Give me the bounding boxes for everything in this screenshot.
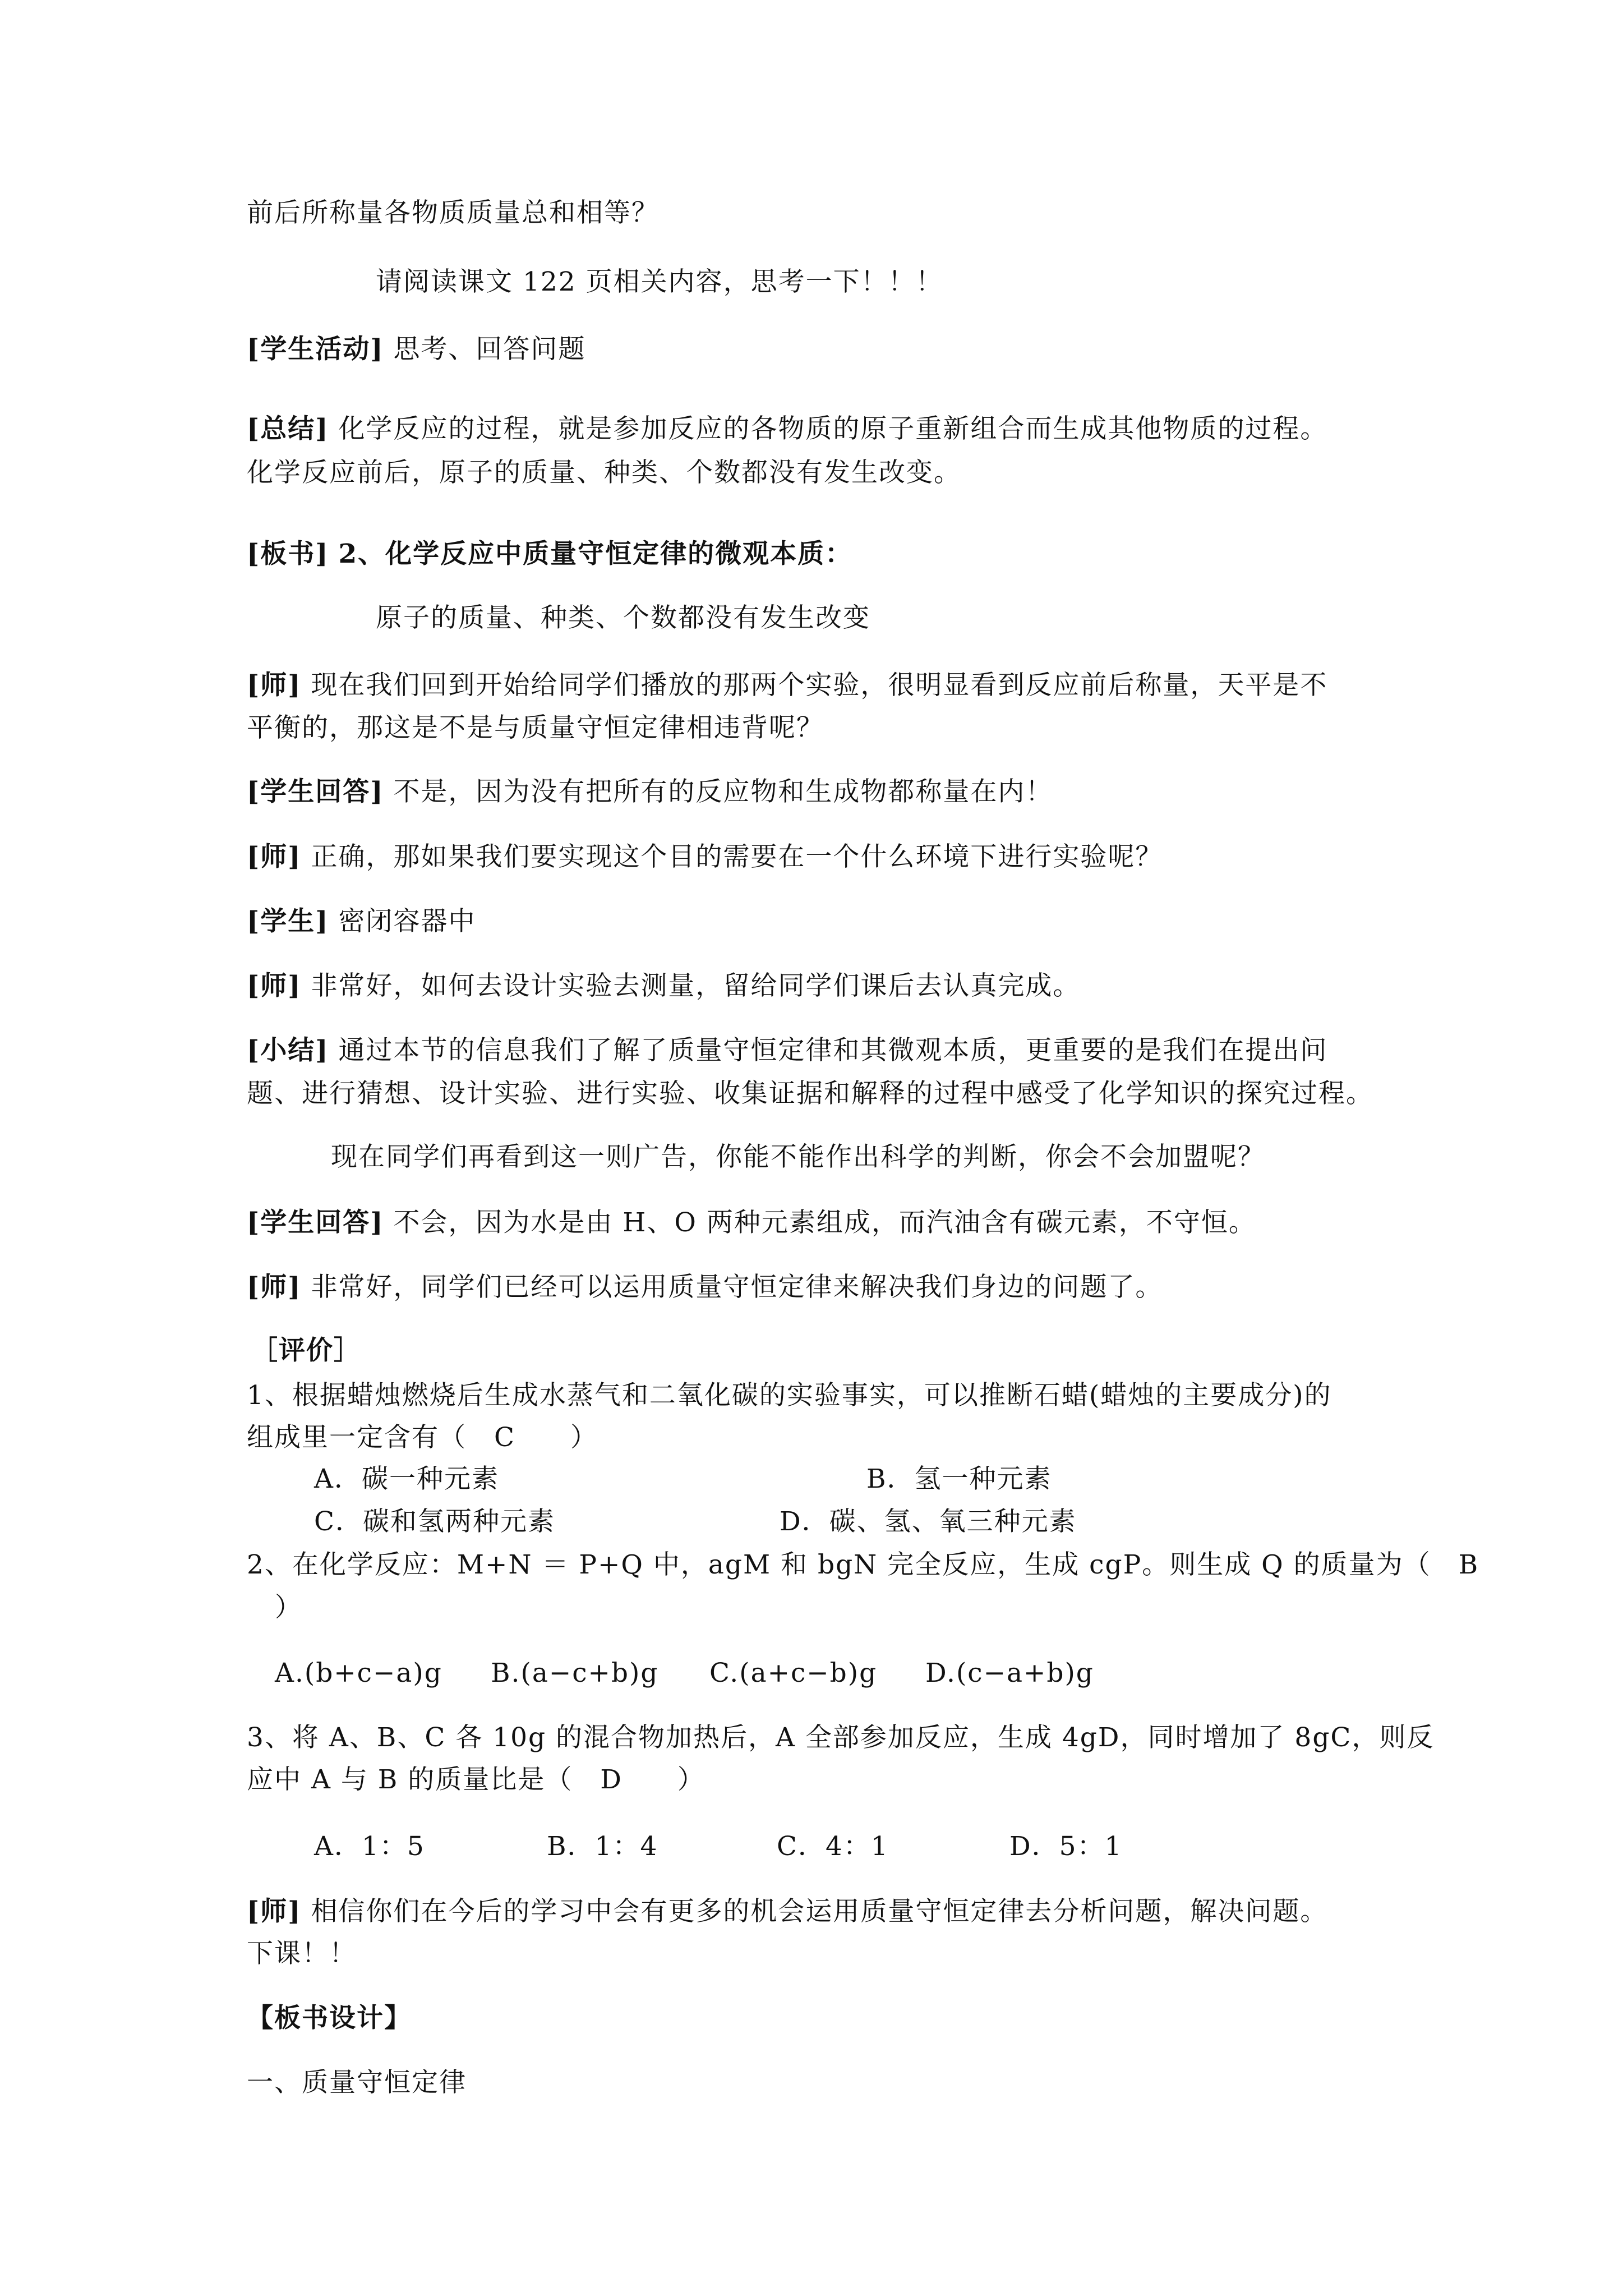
line-text: 不会，因为水是由 H、O 两种元素组成，而汽油含有碳元素，不守恒。 [393, 1207, 1256, 1238]
text-line: 前后所称量各物质质量总和相等？ [247, 197, 659, 228]
text-line: 化学反应前后，原子的质量、种类、个数都没有发生改变。 [247, 457, 961, 488]
line-text: 现在我们回到开始给同学们播放的那两个实验，很明显看到反应前后称量，天平是不 [311, 670, 1328, 701]
line-text: 非常好，同学们已经可以运用质量守恒定律来解决我们身边的问题了。 [311, 1272, 1163, 1303]
option-a: A．碳一种元素 [314, 1464, 499, 1494]
text-line: 现在同学们再看到这一则广告，你能不能作出科学的判断，你会不会加盟呢？ [331, 1142, 1265, 1172]
option-b: B.(a−c+b)g [491, 1658, 659, 1688]
question-line: ） [275, 1592, 302, 1623]
text-line: 原子的质量、种类、个数都没有发生改变 [376, 602, 870, 633]
text-line: 平衡的，那这是不是与质量守恒定律相违背呢？ [247, 712, 824, 743]
section-tag: [学生回答] [247, 776, 384, 807]
text-line [247, 905, 476, 938]
question-line: 2、在化学反应：M+N ＝ P+Q 中，agM 和 bgN 完全反应，生成 cgP。则生成 Q 的质量为（ B [247, 1549, 1479, 1580]
section-tag: [学生活动] [247, 334, 384, 365]
question-line: 应中 A 与 B 的质量比是（ D ） [247, 1764, 705, 1795]
line-text: 化学反应的过程，就是参加反应的各物质的原子重新组合而生成其他物质的过程。 [338, 413, 1328, 444]
text-line: 题、进行猜想、设计实验、进行实验、收集证据和解释的过程中感受了化学知识的探究过程。 [247, 1078, 1373, 1109]
question-line: 1、根据蜡烛燃烧后生成水蒸气和二氧化碳的实验事实，可以推断石蜡(蜡烛的主要成分)的 [247, 1380, 1332, 1411]
question-line: 3、将 A、B、C 各 10g 的混合物加热后，A 全部参加反应，生成 4gD，同时增加了 8gC，则反 [247, 1722, 1435, 1753]
option-a: A．1：5 [314, 1831, 425, 1862]
text-line [247, 775, 1053, 809]
line-text: 正确，那如果我们要实现这个目的需要在一个什么环境下进行实验呢？ [311, 841, 1163, 872]
text-line [247, 1034, 1327, 1068]
section-tag: [师] [247, 970, 302, 1001]
text-line [247, 969, 1080, 1003]
section-tag: [师] [247, 1272, 302, 1303]
text-line [247, 412, 1327, 446]
section-tag: [师] [247, 1896, 302, 1927]
option-a: A.(b+c−a)g [275, 1658, 442, 1688]
section-tag: [总结] [247, 413, 329, 444]
section-heading: 【板书设计】 [247, 2003, 412, 2033]
section-tag: [板书] [247, 539, 329, 569]
question-line: 组成里一定含有（ C ） [247, 1422, 598, 1453]
option-d: D．5：1 [1009, 1831, 1123, 1862]
text-line [247, 1271, 1163, 1304]
option-b: B．1：4 [547, 1831, 658, 1862]
text-line [247, 1206, 1256, 1240]
text-line [247, 669, 1327, 702]
option-b: B．氢一种元素 [866, 1464, 1052, 1494]
line-text: 密闭容器中 [338, 906, 476, 937]
text-line [247, 840, 1163, 874]
line-text: 不是，因为没有把所有的反应物和生成物都称量在内！ [393, 776, 1053, 807]
text-line [247, 537, 852, 571]
text-line [247, 333, 585, 366]
text-line: 请阅读课文 122 页相关内容，思考一下！！！ [376, 266, 943, 297]
text-line: 一、质量守恒定律 [247, 2067, 467, 2098]
option-c: C．碳和氢两种元素 [314, 1506, 555, 1537]
line-text: 思考、回答问题 [393, 334, 586, 365]
section-tag: [学生] [247, 906, 329, 937]
line-text: 通过本节的信息我们了解了质量守恒定律和其微观本质，更重要的是我们在提出问 [338, 1035, 1328, 1066]
line-text: 2、化学反应中质量守恒定律的微观本质： [338, 539, 853, 569]
section-tag: [师] [247, 670, 302, 701]
option-d: D．碳、氢、氧三种元素 [780, 1506, 1077, 1537]
text-line [247, 1895, 1327, 1929]
option-c: C．4：1 [777, 1831, 889, 1862]
line-text: 非常好，如何去设计实验去测量，留给同学们课后去认真完成。 [311, 970, 1081, 1001]
option-c: C.(a+c−b)g [709, 1658, 878, 1688]
text-line: 下课！！ [247, 1938, 357, 1969]
section-tag: [师] [247, 841, 302, 872]
option-d: D.(c−a+b)g [925, 1658, 1094, 1688]
line-text: 相信你们在今后的学习中会有更多的机会运用质量守恒定律去分析问题，解决问题。 [311, 1896, 1328, 1927]
section-heading: ［评价］ [251, 1335, 361, 1366]
section-tag: [学生回答] [247, 1207, 384, 1238]
section-tag: [小结] [247, 1035, 329, 1066]
